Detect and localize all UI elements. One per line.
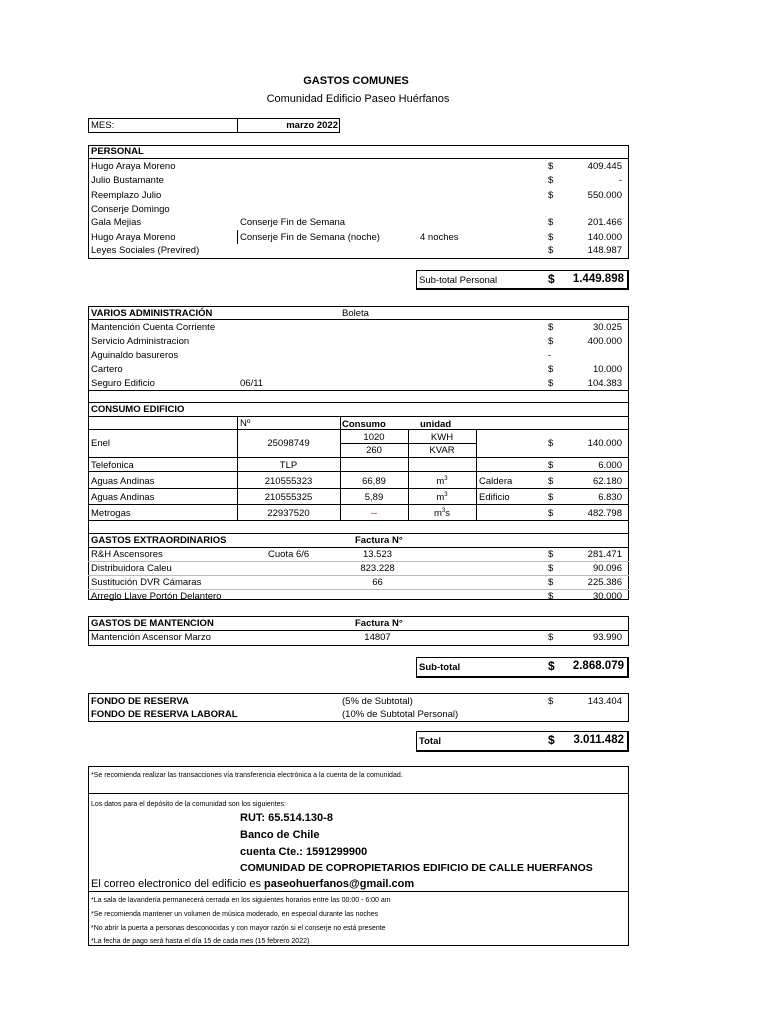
varios-name: Mantención Cuenta Corriente xyxy=(91,322,216,333)
consumo-name: Aguas Andinas xyxy=(91,492,155,503)
currency-symbol: $ xyxy=(548,232,554,243)
currency-symbol: $ xyxy=(548,460,554,471)
consumo-col-unidad: unidad xyxy=(420,419,452,430)
extra-name: Arreglo Llave Portón Delantero xyxy=(91,591,222,602)
extra-name: Sustitución DVR Cámaras xyxy=(91,577,202,588)
mantencion-amount: 93.990 xyxy=(592,632,622,643)
personal-note: 4 noches xyxy=(420,232,459,243)
consumo-value: 260 xyxy=(366,445,382,456)
note-datos: Los datos para el depósito de la comunidad son los siguientes: xyxy=(91,801,286,808)
personal-name: Leyes Sociales (Previred) xyxy=(91,245,200,256)
personal-amount: - xyxy=(618,175,622,186)
extra-detail: Cuota 6/6 xyxy=(268,549,310,560)
extra-name: R&H Ascensores xyxy=(91,549,163,560)
email-address[interactable]: paseohuerfanos@gmail.com xyxy=(264,878,415,890)
currency-symbol: $ xyxy=(548,175,554,186)
total-label: Total xyxy=(419,736,441,747)
consumo-num: 22937520 xyxy=(267,508,310,519)
consumo-amount: 140.000 xyxy=(587,438,622,449)
personal-name: Hugo Araya Moreno xyxy=(91,161,176,172)
consumo-col-num: Nº xyxy=(240,418,251,429)
currency-symbol: $ xyxy=(548,563,554,574)
consumo-value: 66,89 xyxy=(362,476,386,487)
extra-factura: 66 xyxy=(372,577,383,588)
consumo-col-consumo: Consumo xyxy=(342,419,386,430)
personal-amount: 409.445 xyxy=(587,161,622,172)
consumo-extra: Edificio xyxy=(479,492,510,503)
fondo-laboral-desc: (10% de Subtotal Personal) xyxy=(342,709,459,720)
currency-symbol: $ xyxy=(548,245,554,256)
currency-symbol: $ xyxy=(548,696,554,707)
consumo-value: 5,89 xyxy=(364,492,384,503)
consumo-extra: Caldera xyxy=(479,476,513,487)
bank-name: Banco de Chile xyxy=(240,829,320,841)
page-title: GASTOS COMUNES xyxy=(303,75,409,87)
subtotal-personal-label: Sub-total Personal xyxy=(419,275,498,286)
consumo-num: 210555323 xyxy=(264,476,313,487)
extra-factura: 823.228 xyxy=(360,563,395,574)
consumo-name: Telefonica xyxy=(91,460,134,471)
varios-amount: 10.000 xyxy=(592,364,622,375)
personal-amount: 201.466 xyxy=(587,217,622,228)
extra-col-factura: Factura N° xyxy=(355,535,403,546)
page-subtitle: Comunidad Edificio Paseo Huérfanos xyxy=(266,93,450,105)
currency-symbol: $ xyxy=(548,336,554,347)
consumo-name: Aguas Andinas xyxy=(91,476,155,487)
consumo-name: Metrogas xyxy=(91,508,131,519)
varios-amount: 104.383 xyxy=(587,378,622,389)
personal-amount: 550.000 xyxy=(587,190,622,201)
extra-amount: 30.000 xyxy=(592,591,622,602)
currency-symbol: $ xyxy=(548,322,554,333)
currency-symbol: $ xyxy=(548,364,554,375)
currency-symbol: $ xyxy=(548,378,554,389)
consumo-heading: CONSUMO EDIFICIO xyxy=(91,404,185,415)
currency-symbol: $ xyxy=(548,492,554,503)
consumo-value: -- xyxy=(370,508,378,519)
subtotal-value: 2.868.079 xyxy=(572,660,624,672)
varios-amount: 30.025 xyxy=(592,322,622,333)
personal-name: Gala Mejias xyxy=(91,217,142,228)
mantencion-factura: 14807 xyxy=(364,632,391,643)
currency-symbol: $ xyxy=(548,577,554,588)
consumo-unit: $m^3$ xyxy=(436,475,448,487)
personal-name: Hugo Araya Moreno xyxy=(91,232,176,243)
personal-name: Julio Bustamante xyxy=(91,175,164,186)
subtotal-label: Sub-total xyxy=(419,662,461,673)
mes-label: MES: xyxy=(91,120,115,131)
rule-item: *Se recomienda mantener un volumen de música moderado, en especial durante las noches xyxy=(91,911,379,918)
extra-name: Distribuidora Caleu xyxy=(91,563,172,574)
fondo-laboral-label: FONDO DE RESERVA LABORAL xyxy=(91,709,238,720)
personal-name: Reemplazo Julio xyxy=(91,190,162,201)
consumo-unit: KWH xyxy=(430,432,454,443)
currency-symbol: $ xyxy=(548,476,554,487)
subtotal-personal-value: 1.449.898 xyxy=(572,273,624,285)
consumo-unit: $m^3$ xyxy=(436,491,448,503)
currency-symbol: $ xyxy=(548,190,554,201)
email-line: El correo electronico del edificio es paseohuerfanos@gmail.com xyxy=(91,878,415,890)
consumo-num: TLP xyxy=(279,460,298,471)
currency-symbol: $ xyxy=(548,733,555,747)
personal-amount: 140.000 xyxy=(587,232,622,243)
bank-rut: RUT: 65.514.130-8 xyxy=(240,812,333,824)
consumo-num: 25098749 xyxy=(267,438,310,449)
extra-factura: 13.523 xyxy=(362,549,393,560)
varios-name: Seguro Edificio xyxy=(91,378,155,389)
currency-symbol: $ xyxy=(548,272,555,286)
extra-amount: 281.471 xyxy=(587,549,622,560)
currency-symbol: $ xyxy=(548,438,554,449)
personal-detail: Conserje Fin de Semana (noche) xyxy=(240,232,380,243)
varios-name: Aguinaldo basureros xyxy=(91,350,179,361)
varios-amount: 400.000 xyxy=(587,336,622,347)
varios-col-boleta: Boleta xyxy=(342,308,369,319)
currency-symbol: $ xyxy=(548,659,555,673)
fondo-amount: 143.404 xyxy=(587,696,622,707)
currency-symbol: $ xyxy=(548,161,554,172)
extra-amount: 225.386 xyxy=(587,577,622,588)
consumo-amount: 6.000 xyxy=(598,460,622,471)
mantencion-heading: GASTOS DE MANTENCION xyxy=(91,618,214,629)
currency-symbol: $ xyxy=(548,632,554,643)
rule-item: *La fecha de pago será hasta el día 15 de cada mes (15 febrero 2022) xyxy=(91,938,310,945)
mantencion-col-factura: Factura N° xyxy=(355,618,403,629)
varios-heading: VARIOS ADMINISTRACIÓN xyxy=(91,308,213,319)
personal-detail: Conserje Fin de Semana xyxy=(240,217,346,228)
bank-account: cuenta Cte.: 1591299900 xyxy=(240,846,368,858)
currency-symbol: $ xyxy=(548,591,554,602)
consumo-amount: 62.180 xyxy=(592,476,622,487)
personal-amount: 148.987 xyxy=(587,245,622,256)
consumo-unit: KVAR xyxy=(429,445,455,456)
fondo-label: FONDO DE RESERVA xyxy=(91,696,189,707)
currency-symbol: - xyxy=(548,350,552,361)
rule-item: *No abrir la puerta a personas desconocidas y con mayor razón si el conserje no está presente xyxy=(91,925,386,932)
mes-value: marzo 2022 xyxy=(286,120,338,131)
personal-name: Conserje Domingo xyxy=(91,204,170,215)
consumo-value: 1020 xyxy=(363,432,385,443)
rule-item: *La sala de lavandería permanecerá cerrada en los siguientes horarios entre las 00:00 - 6:00 am xyxy=(91,897,391,904)
currency-symbol: $ xyxy=(548,549,554,560)
varios-detail: 06/11 xyxy=(240,378,264,389)
consumo-num: 210555325 xyxy=(264,492,313,503)
currency-symbol: $ xyxy=(548,217,554,228)
consumo-amount: 6.830 xyxy=(598,492,622,503)
consumo-name: Enel xyxy=(91,438,111,449)
varios-name: Servicio Administracion xyxy=(91,336,190,347)
consumo-amount: 482.798 xyxy=(587,508,622,519)
bank-holder: COMUNIDAD DE COPROPIETARIOS EDIFICIO DE CALLE HUERFANOS xyxy=(240,862,593,874)
extra-heading: GASTOS EXTRAORDINARIOS xyxy=(91,535,227,546)
extra-amount: 90.096 xyxy=(592,563,622,574)
currency-symbol: $ xyxy=(548,508,554,519)
varios-name: Cartero xyxy=(91,364,123,375)
note-recommend: *Se recomienda realizar las transacciones vía transferencia electrónica a la cuenta de la comunidad. xyxy=(91,772,403,779)
total-value: 3.011.482 xyxy=(573,734,624,746)
personal-heading: PERSONAL xyxy=(91,146,144,157)
mantencion-name: Mantención Ascensor Marzo xyxy=(91,632,211,643)
consumo-unit: $m^3s$ xyxy=(433,507,450,519)
fondo-desc: (5% de Subtotal) xyxy=(342,696,413,707)
